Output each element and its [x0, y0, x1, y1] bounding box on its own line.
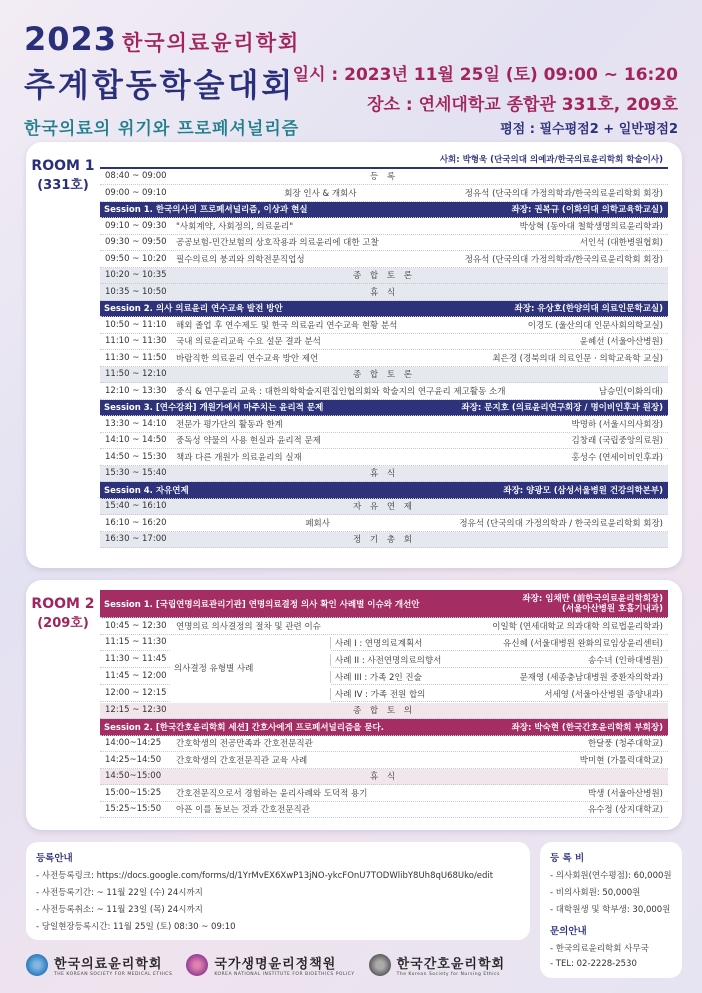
fee-heading: 등 록 비 [550, 853, 585, 864]
time-cell: 16:30 ~ 17:00 [105, 534, 167, 545]
break-label: 자 유 연 제 [353, 502, 415, 513]
table-row [100, 317, 668, 334]
case-row [330, 686, 668, 702]
time-cell: 10:35 ~ 10:50 [105, 286, 167, 297]
registration-line: - 사전등록취소: ~ 11월 23일 (목) 24시까지 [36, 905, 203, 915]
society-name: 한국의료윤리학회 [122, 31, 301, 55]
room1-name: ROOM 1 [31, 158, 95, 174]
table-row [100, 736, 668, 753]
time-cell: 15:30 ~ 15:40 [105, 468, 167, 479]
registration-line: - 사전등록링크: https://docs.google.com/forms/d/1YrMvEX6XwP13jNO-ykcFOnU7TODWlibY8Uh8qU68Uko/edit [36, 871, 494, 881]
registration-heading: 등록안내 [36, 853, 73, 864]
title-cell: 필수의료의 붕괴와 의학전문직업성 [176, 254, 305, 265]
break-label: 휴 식 [369, 772, 399, 783]
time-cell: 12:10 ~ 13:30 [105, 385, 167, 396]
table-row [100, 769, 668, 786]
session-chair: 좌장: 박숙현 (한국간호윤리학회 부회장) [511, 722, 663, 733]
table-row [100, 433, 668, 450]
title-cell: 아픈 이를 돌보는 것과 간호전문직관 [176, 805, 310, 816]
session-chair [522, 594, 668, 614]
time-cell: 14:50~15:00 [105, 771, 162, 782]
speaker-cell: 윤혜선 (서울아산병원) [579, 337, 663, 348]
fee-info [540, 842, 682, 978]
registration-line: - 사전등록기간: ~ 11월 22일 (수) 24시까지 [36, 888, 203, 898]
speaker-cell: 정유석 (단국의대 가정의학과/한국의료윤리학회 회장) [464, 188, 663, 199]
time-cell: 15:40 ~ 16:10 [105, 501, 167, 512]
table-row [100, 251, 668, 268]
time-cell: 12:15 ~ 12:30 [105, 705, 167, 716]
chair-line-1: 좌장: 임채만 (前한국의료윤리학회장) [522, 593, 663, 604]
session-title: Session 4. 자유연제 [104, 485, 189, 496]
logo-english-name: THE KOREAN SOCIETY FOR MEDICAL ETHICS [54, 972, 173, 977]
merged-category-cell: 의사결정 유형별 사례 [170, 635, 330, 702]
header [0, 0, 702, 150]
registration-line: - 당일현장등록시간: 11월 25일 (토) 08:30 ~ 09:10 [36, 922, 236, 932]
speaker-cell: 박상혁 (동아대 철학생명의료윤리학과) [519, 221, 663, 232]
break-label: 휴 식 [369, 469, 399, 480]
table-row [100, 350, 668, 367]
table-row [100, 532, 668, 549]
break-label: 휴 식 [369, 287, 399, 298]
speaker-cell: 정유석 (단국의대 가정의학과 / 한국의료윤리학회 회장) [459, 518, 663, 529]
time-cell: 15:00~15:25 [105, 787, 162, 798]
table-row [100, 284, 668, 301]
speaker-cell: 정유석 (단국의대 가정의학과/한국의료윤리학회 회장) [464, 254, 663, 265]
title-cell: 중독성 약물의 사용 현실과 윤리적 문제 [176, 436, 321, 447]
table-row [100, 752, 668, 769]
session-chair: 좌장: 문지호 (의료윤리연구회장 / 명이비인후과 원장) [461, 403, 663, 414]
speaker-cell: 문재영 (세종충남대병원 중환자의학과) [519, 672, 663, 683]
case-title: 사례 I : 연명의료계획서 [330, 637, 503, 649]
speaker-cell: 홍성수 (연세이비인후과) [571, 452, 663, 463]
room1-moderator [100, 152, 668, 169]
room2-number: (209호) [37, 616, 89, 631]
room2-session2-header [100, 719, 668, 736]
room2-case-group [100, 635, 668, 703]
logo-bioethics-policy [186, 953, 354, 977]
case-row [330, 635, 668, 651]
logo-medical-ethics [26, 953, 172, 977]
logo-english-name: The Korean Society for Nursing Ethics [396, 972, 500, 977]
case-row [330, 669, 668, 685]
title-cell: 폐회사 [305, 518, 330, 529]
session-chair: 좌장: 양광모 (삼성서울병원 건강의학본부) [503, 485, 663, 496]
room1-rows [100, 169, 668, 549]
sponsor-logos [26, 945, 536, 985]
contact-line: - TEL: 02-2228-2530 [550, 959, 637, 969]
speaker-cell: 최은경 (경북의대 의료인문 · 의학교육학 교실) [492, 353, 663, 364]
title-cell: 공공보험-민간보험의 상호작용과 의료윤리에 대한 고찰 [176, 238, 379, 249]
speaker-cell: 박미현 (가톨릭대학교) [579, 755, 663, 766]
break-label: 등 록 [369, 172, 399, 183]
title-cell: 국내 의료윤리교육 수요 설문 결과 분석 [176, 337, 321, 348]
time-cell: 14:50 ~ 15:30 [105, 451, 167, 462]
table-row [100, 235, 668, 252]
speaker-cell: 유수정 (상지대학교) [587, 805, 663, 816]
event-year: 2023 [24, 20, 118, 58]
table-row [100, 169, 668, 186]
chair-line-2: (서울아산병원 호흡기내과) [561, 603, 663, 614]
speaker-cell: 이경도 (울산의대 인문사회의학교실) [527, 320, 663, 331]
time-cell: 11:30 ~ 11:50 [105, 352, 167, 363]
registration-info [26, 842, 530, 940]
title-cell: "사회계약, 사회정의, 의료윤리" [176, 221, 294, 232]
room2-name: ROOM 2 [31, 596, 95, 612]
time-cell: 10:45 ~ 12:30 [105, 620, 167, 631]
speaker-cell: 송수녀 (인하대병원) [587, 655, 663, 666]
title-cell: 중식 & 연구윤리 교육 : 대한의학학술지편집인협의회와 학술지의 연구윤리 제고활동 소개 [176, 386, 506, 397]
break-label: 종 합 토 론 [353, 370, 415, 381]
session-chair: 좌장: 권복규 (이화의대 의학교육학교실) [511, 205, 663, 216]
time-cell: 11:30 ~ 11:45 [105, 654, 167, 665]
table-row [100, 703, 668, 720]
fee-line: - 대학원생 및 학부생: 30,000원 [550, 905, 671, 915]
title-cell: 바람직한 의료윤리 연수교육 방안 제언 [176, 353, 319, 364]
session-header [100, 301, 668, 318]
fee-line: - 의사회원(연수평점): 60,000원 [550, 871, 672, 881]
session-title: Session 2. 의사 의료윤리 연수교육 발전 방안 [104, 304, 283, 315]
time-cell: 10:50 ~ 11:10 [105, 319, 167, 330]
moderator-text: 사회: 박형욱 (단국의대 의예과/한국의료윤리학회 학술이사) [439, 155, 663, 166]
title-cell: 간호학생의 간호전문직관 교육 사례 [176, 755, 308, 766]
session-header [100, 202, 668, 219]
speaker-cell: 한달풍 (청주대학교) [587, 739, 663, 750]
event-credits: 평점 : 필수평점2 + 일반평점2 [500, 122, 678, 137]
session-title: Session 1. [국립연명의료관리기관] 연명의료결정 의사 확인 사례별 이슈와 개선안 [104, 599, 420, 610]
time-cell: 15:25~15:50 [105, 804, 162, 815]
speaker-cell: 김창래 (국립중앙의료원) [571, 436, 663, 447]
speaker-cell: 박생 (서울아산병원) [587, 788, 663, 799]
speaker-cell: 남승민(이화의대) [598, 386, 663, 397]
room1-number: (331호) [37, 178, 89, 193]
case-row [330, 652, 668, 668]
session-title: Session 2. [한국간호윤리학회 세션] 간호사에게 프로페셔널리즘을 묻다. [104, 722, 384, 733]
title-cell: 해외 졸업 후 연수제도 및 한국 의료윤리 연수교육 현황 분석 [176, 320, 398, 331]
speaker-cell: 서인석 (대한병원협회) [579, 238, 663, 249]
session-title: Session 1. 한국의사의 프로페셔널리즘, 이상과 현실 [104, 205, 308, 216]
session-header [100, 400, 668, 417]
time-cell: 14:25~14:50 [105, 754, 162, 765]
time-cell: 13:30 ~ 14:10 [105, 418, 167, 429]
room1-card [26, 142, 682, 568]
session-title: Session 3. [연수강좌] 개원가에서 마주치는 윤리적 문제 [104, 403, 324, 414]
case-title: 사례 IV : 가족 전원 합의 [330, 688, 544, 700]
case-title: 사례 III : 가족 2인 진술 [330, 671, 520, 683]
logo-name: 국가생명윤리정책원 [214, 957, 337, 972]
nursing-ethics-logo-icon [369, 954, 391, 976]
table-row [100, 499, 668, 516]
table-row [100, 416, 668, 433]
table-row [100, 367, 668, 384]
session-chair: 좌장: 유상호(한양의대 의료인문학교실) [514, 304, 663, 315]
time-cell: 14:10 ~ 14:50 [105, 435, 167, 446]
title-cell: 책과 다른 개원가 의료윤리의 실재 [176, 452, 302, 463]
fee-line: - 비의사회원: 50,000원 [550, 888, 641, 898]
logo-nursing-ethics [369, 953, 505, 977]
speaker-cell: 박명하 (서울시의사회장) [571, 419, 663, 430]
title-cell: 전문가 평가단의 활동과 한계 [176, 419, 283, 430]
table-row [100, 802, 668, 819]
time-cell: 12:00 ~ 12:15 [105, 688, 167, 699]
title-cell: 간호전문직으로서 경험하는 윤리사례와 도덕적 용기 [176, 788, 368, 799]
room1-label [26, 158, 100, 193]
event-date: 일시 : 2023년 11월 25일 (토) 09:00 ~ 16:20 [292, 65, 678, 85]
time-cell: 08:40 ~ 09:00 [105, 171, 167, 182]
event-venue: 장소 : 연세대학교 종합관 331호, 209호 [367, 95, 678, 115]
room2-label [26, 596, 100, 631]
speaker-cell: 이일학 (연세대학교 의과대학 의료법윤리학과) [492, 621, 663, 632]
time-cell: 09:00 ~ 09:10 [105, 187, 167, 198]
table-row [100, 185, 668, 202]
time-cell: 11:50 ~ 12:10 [105, 369, 167, 380]
medical-ethics-logo-icon [26, 954, 48, 976]
table-row [100, 218, 668, 235]
room2-rows [100, 736, 668, 819]
time-cell: 16:10 ~ 16:20 [105, 517, 167, 528]
contact-heading: 문의안내 [550, 926, 587, 937]
page-title: 추계합동학술대회 [24, 66, 296, 104]
case-title: 사례 II : 사전연명의료의향서 [330, 654, 588, 666]
table-row [100, 466, 668, 483]
table-row [100, 449, 668, 466]
break-label: 종 합 토 론 [353, 271, 415, 282]
page-subtitle: 한국의료의 위기와 프로페셔널리즘 [24, 119, 300, 139]
room2-schedule [100, 590, 668, 818]
session-header [100, 482, 668, 499]
speaker-cell: 유신혜 (서울대병원 완화의료임상윤리센터) [503, 638, 663, 649]
speaker-cell: 서세영 (서울아산병원 종양내과) [544, 689, 663, 700]
table-row [100, 618, 668, 635]
title-cell: 연명의료 의사결정의 절차 및 관련 이슈 [176, 621, 321, 632]
time-cell: 11:10 ~ 11:30 [105, 336, 167, 347]
room1-schedule [100, 152, 668, 548]
break-label: 정 기 총 회 [353, 535, 415, 546]
contact-line: - 한국의료윤리학회 사무국 [550, 944, 649, 954]
title-cell: 간호학생의 전공만족과 간호전문직관 [176, 739, 313, 750]
table-row [100, 268, 668, 285]
time-cell: 09:50 ~ 10:20 [105, 253, 167, 264]
time-cell: 11:45 ~ 12:00 [105, 671, 167, 682]
break-label: 종 합 토 의 [353, 706, 415, 717]
logo-name: 한국의료윤리학회 [54, 957, 163, 972]
time-cell: 14:00~14:25 [105, 738, 162, 749]
bioethics-logo-icon [186, 954, 208, 976]
logo-name: 한국간호윤리학회 [396, 957, 506, 972]
table-row [100, 785, 668, 802]
room2-session1-header [100, 590, 668, 618]
table-row [100, 515, 668, 532]
time-cell: 10:20 ~ 10:35 [105, 270, 167, 281]
logo-english-name: KOREA NATIONAL INSTITUTE FOR BIOETHICS POLICY [214, 972, 355, 977]
time-cell: 09:30 ~ 09:50 [105, 237, 167, 248]
time-cell: 11:15 ~ 11:30 [105, 637, 167, 648]
time-cell: 09:10 ~ 09:30 [105, 220, 167, 231]
title-cell: 회장 인사 & 개회사 [284, 188, 357, 199]
table-row [100, 334, 668, 351]
table-row [100, 383, 668, 400]
room2-card [26, 580, 682, 830]
